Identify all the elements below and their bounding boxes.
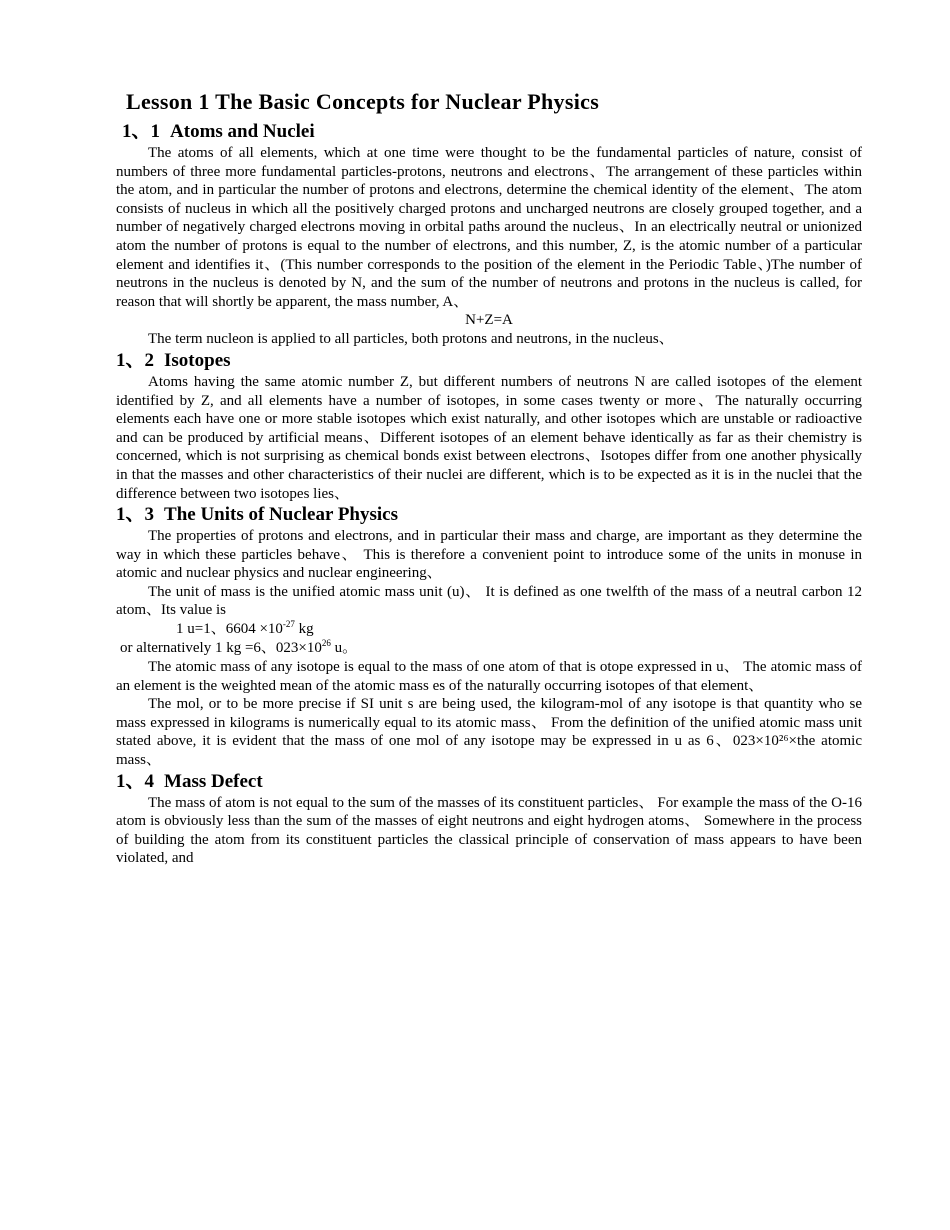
section-title: Isotopes bbox=[164, 349, 231, 371]
paragraph: The properties of protons and electrons, and in particular their mass and charge, are important as they determine the way in which these particles behave、 This is therefore a convenient point to introduce some of the units in monuse in atomic and nuclear physics and nuclear engineering、 bbox=[116, 528, 862, 582]
equation-alternative bbox=[116, 639, 862, 658]
equation-unit: kg bbox=[294, 621, 314, 638]
section-title: Atoms and Nuclei bbox=[170, 121, 315, 142]
paragraph: The atomic mass of any isotope is equal to the mass of one atom of that is otope expressed in u、 The atomic mass of an element is the weighted mean of the atomic mass es of the naturally occurring isotopes of that element、 bbox=[116, 659, 862, 694]
equation-text: 1 u=1、6604 ×10 bbox=[176, 621, 283, 638]
section-number: 1、3 bbox=[116, 504, 155, 526]
document-page bbox=[116, 84, 862, 868]
paragraph: The atoms of all elements, which at one time were thought to be the fundamental particles of nature, consist of numbers of three more fundamental particles-protons, neutrons and electrons、The arrangement of these particles within the atom, and in particular the number of protons and electrons, determine the chemical identity of the element、The atom consists of nucleus in which all the positively charged protons and uncharged neutrons are closely grouped together, and a number of negatively charged electrons moving in orbital paths around the nucleus、In an electrically neutral or unionized atom the number of protons is equal to the number of electrons, and this number, Z, is the atomic number of a particular element and identifies it、(This number corresponds to the position of the element in the Periodic Table、)The number of neutrons in the nucleus is denoted by N, and the sum of the number of neutrons and protons in the nucleus is called, for reason that will shortly be apparent, the mass number, A、 bbox=[116, 145, 862, 310]
section-title: The Units of Nuclear Physics bbox=[164, 504, 398, 526]
section-heading-mass-defect bbox=[116, 770, 862, 794]
section-title: Mass Defect bbox=[164, 770, 263, 792]
paragraph: The mass of atom is not equal to the sum of the masses of its constituent particles、 For example the mass of the O-16 atom is obviously less than the sum of the masses of eight neutrons and eight hydrogen atoms、 Somewhere in the process of building the atom from its constituent particles the classical principle of conservation of mass appears to have been violated, and bbox=[116, 794, 862, 867]
equation-exponent: -27 bbox=[282, 619, 295, 630]
paragraph: The term nucleon is applied to all particles, both protons and neutrons, in the nucleus、 bbox=[148, 331, 674, 348]
paragraph: The mol, or to be more precise if SI unit s are being used, the kilogram-mol of any isotope is that quantity who se mass expressed in kilograms is numerically equal to its atomic mass、 From the definition of the unified atomic mass unit stated above, it is evident that the mass of one mol of any isotope may be expressed in u as 6、023×10²⁶×the atomic mass、 bbox=[116, 696, 862, 769]
section-number: 1、1 bbox=[122, 121, 161, 142]
paragraph: The unit of mass is the unified atomic mass unit (u)、 It is defined as one twelfth of the mass of a neutral carbon 12 atom、Its value is bbox=[116, 583, 862, 619]
section-heading-units bbox=[116, 503, 862, 527]
equation-unit-value bbox=[116, 620, 862, 639]
page-title: Lesson 1 The Basic Concepts for Nuclear Physics bbox=[126, 89, 600, 114]
section-number: 1、2 bbox=[116, 349, 155, 371]
section-heading-atoms-and-nuclei bbox=[122, 120, 862, 144]
equation-unit: u。 bbox=[330, 640, 358, 657]
paragraph: Atoms having the same atomic number Z, but different numbers of neutrons N are called isotopes of the element identified by Z, and all elements have a number of isotopes, in some cases twenty or more、The naturally occurring elements each have one or more stable isotopes which exist naturally, and other isotopes which are unstable or radioactive and can be produced by artificial means、Different isotopes of an element behave identically as far as their chemistry is concerned, which is not surprising as chemical bonds exist between electrons、Isotopes differ from one another physically in that the masses and other characteristics of their nuclei are different, which is to be expected as it is in the nuclei that the difference between two isotopes lies、 bbox=[116, 373, 862, 502]
equation-text: or alternatively 1 kg =6、023×10 bbox=[120, 640, 322, 657]
section-heading-isotopes bbox=[116, 349, 862, 373]
section-number: 1、4 bbox=[116, 770, 155, 792]
formula-mass-number: N+Z=A bbox=[465, 312, 513, 329]
equation-exponent: 26 bbox=[321, 638, 331, 649]
